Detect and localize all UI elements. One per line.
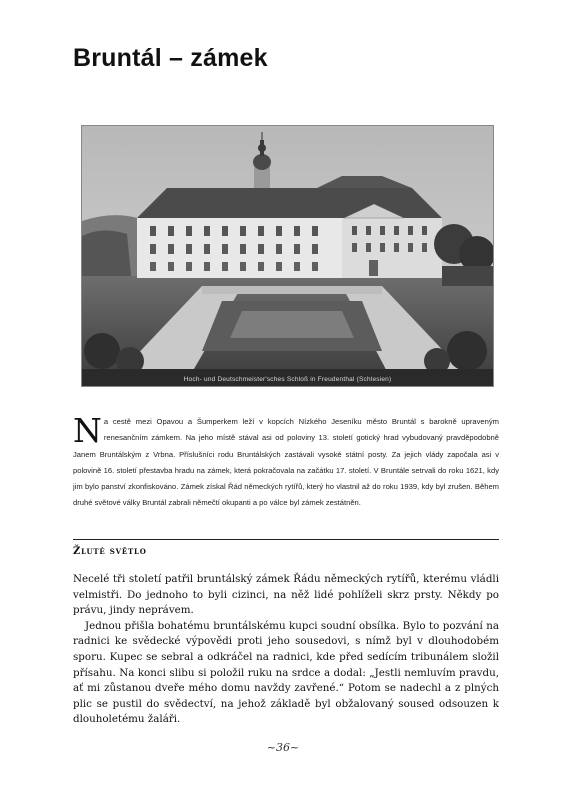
page-number: ~36~ — [266, 741, 300, 754]
drop-cap: N — [73, 411, 102, 450]
story-paragraph: Jednou přišla bohatému bruntálskému kupci soudní obsílka. Bylo to pozvání na radnici ke svědecké výpovědi proti jeho sousedovi, s nímž byl v dlouhodobém sporu. Kupec se sebral a odkráčel na radnici, kde před sedícím tribunálem složil přísahu. Na konci slibu si položil ruku na srdce a dodal: „Jestli nemluvím pravdu, ať mi zůstanou dveře mého domu navždy zavřené.“ Potom se nadechl a z plných plic se pustil do svědectví, na jehož základě byl obžalovaný soused odsouzen k dlouholetému žaláři. — [73, 619, 499, 726]
castle-photo — [81, 125, 494, 387]
story-paragraph: Necelé tři století patřil bruntálský zámek Řádu německých rytířů, kterému vládli velmistři. Do jednoho to byli cizinci, na něž lidé pohlíželi skrz prsty. Někdy po právu, jindy neprávem. — [73, 573, 499, 617]
section-heading: Žluté světlo — [73, 546, 147, 557]
castle-illustration — [82, 126, 493, 386]
story-body — [73, 572, 499, 728]
intro-paragraph — [73, 411, 499, 512]
page-title: Bruntál – zámek — [73, 44, 268, 72]
intro-text: a cestě mezi Opavou a Šumperkem leží v kopcích Nízkého Jeseníku město Bruntál s barokně upraveným renesančním zámkem. Na jeho místě stával asi od poloviny 13. století gotický hrad vybudovaný pravděpodobně Janem Bruntálským z Vrbna. Příslušníci rodu Bruntálských zastávali vysoké státní posty. Za jejich vlády započala asi v polovině 16. století přestavba hradu na zámek, která pokračovala na začátku 17. století. V Bruntále setrvali do roku 1621, kdy jim bylo panství zkonfiskováno. Zámek získal Řád německých rytířů, který ho vlastnil až do roku 1939, kdy byl zrušen. Během druhé světové války Bruntál zabrali němečtí okupanti a po válce byl zámek zestátněn. — [73, 417, 499, 508]
section-divider — [73, 539, 499, 540]
photo-caption: Hoch- und Deutschmeister'sches Schloß in Freudenthal (Schlesien) — [183, 376, 392, 383]
